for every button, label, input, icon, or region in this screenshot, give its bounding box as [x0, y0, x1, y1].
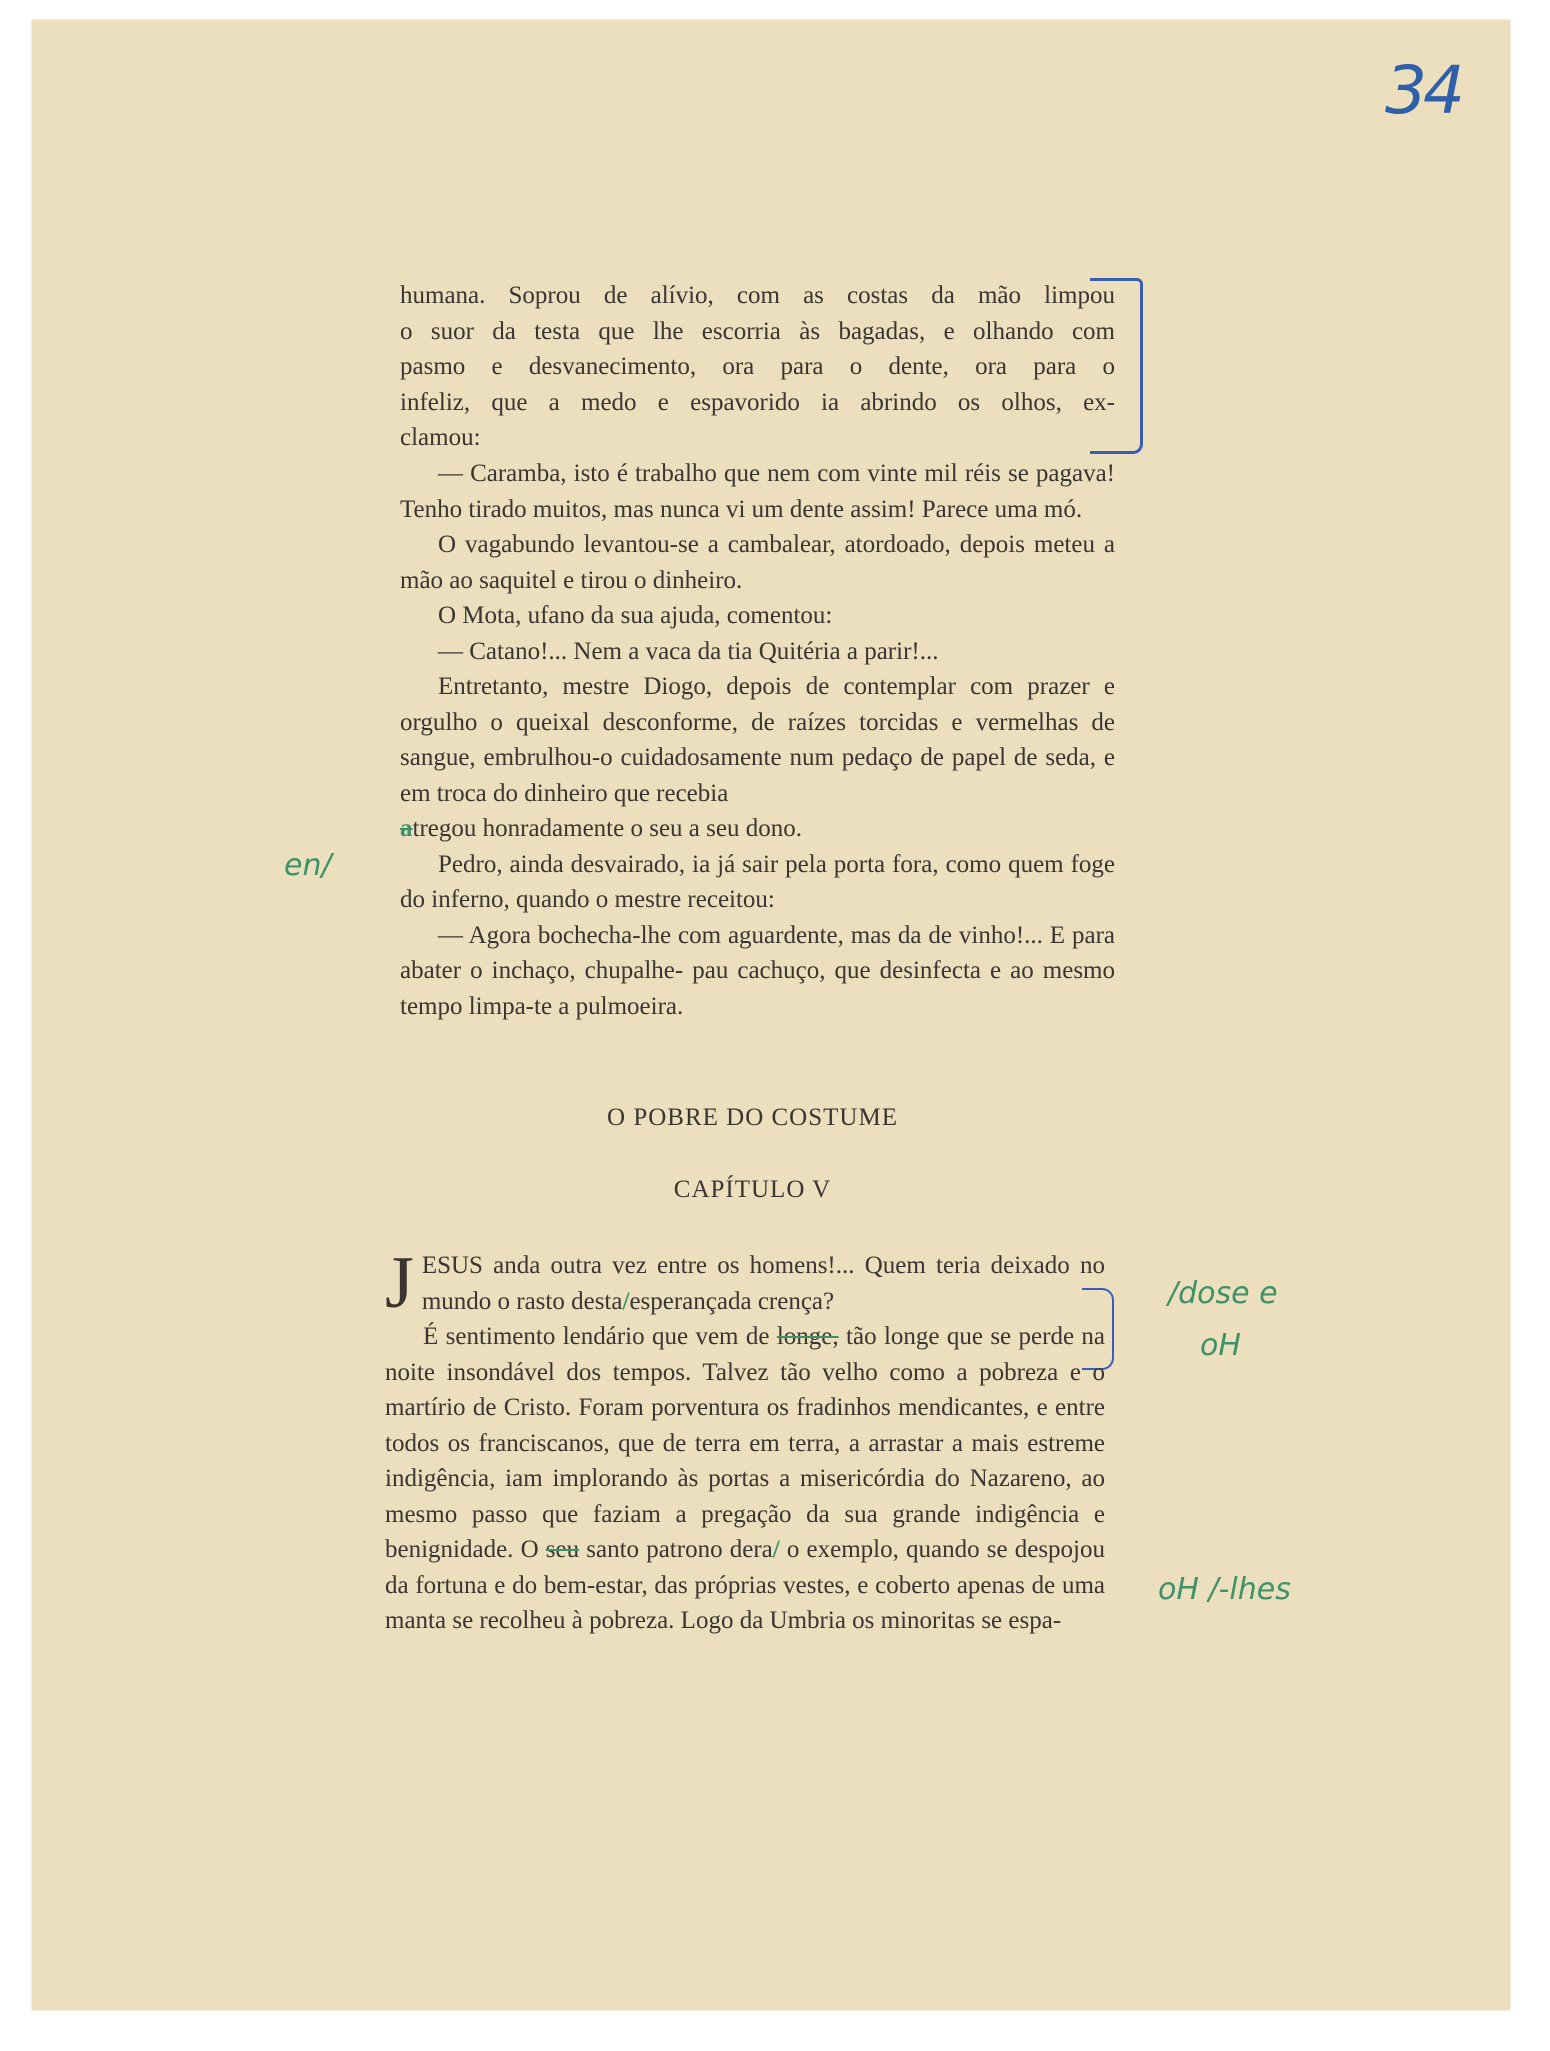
text-span: ESUS anda outra vez entre os homens!... Quem teria deixado no mundo o rasto desta — [421, 1252, 1105, 1315]
page-number: 34 — [1385, 52, 1461, 129]
paragraph: — Catano!... Nem a vaca da tia Quitéria a parir!... — [438, 637, 939, 665]
text-line: o suor da testa que lhe escorria às bagadas, e olhando com — [400, 317, 1115, 345]
paragraph: — Agora bochecha-lhe com aguardente, mas da de vinho!... E para abater o inchaço, chupalhe- pau cachuço, que desinfecta e ao mesmo tempo limpa-te a pulmoeira. — [400, 921, 1115, 1020]
chapter-paragraph-1 — [385, 1242, 1105, 1324]
drop-cap: J — [385, 1242, 414, 1324]
text-span: tão longe que se perde na noite insondável dos tempos. Talvez tão velho como a pobreza e o martírio de Cristo. Foram porventura os fradinhos mendicantes, e entre todos os franciscanos, que de terra em terra, a arrastar a mais estreme indigência, iam implorando às portas a misericórdia do Nazareno, ao mesmo passo que faziam a pregação da sua grande indigência e benignidade. O — [385, 1323, 1106, 1563]
insert-slash-mark: / — [772, 1536, 780, 1563]
chapter-paragraph-2 — [385, 1319, 1105, 1639]
text-line: clamou: — [400, 424, 481, 451]
section-title: O POBRE DO COSTUME — [607, 1104, 898, 1131]
text-line: infeliz, que a medo e espavorido ia abrindo os olhos, ex- — [400, 388, 1115, 416]
text-line: humana. Soprou de alívio, com as costas da mão limpou — [400, 282, 1115, 309]
margin-note-right-2: oH — [1200, 1328, 1241, 1363]
struck-word: longe, — [776, 1323, 839, 1350]
text-span: tregou honradamente o seu a seu dono. — [412, 815, 802, 842]
margin-note-left: en/ — [284, 848, 332, 883]
dialogue-block — [400, 456, 1115, 1024]
text-line: pasmo e desvanecimento, ora para o dente, ora para o — [400, 353, 1115, 380]
text-span: esperançada crença? — [629, 1287, 835, 1315]
margin-note-right-1: /dose e — [1168, 1276, 1278, 1311]
paragraph: — Caramba, isto é trabalho que nem com vinte mil réis se pagava! Tenho tirado muitos, mas nunca vi um dente assim! Parece uma mó. — [400, 460, 1115, 523]
struck-letter: a — [400, 815, 413, 842]
text-span: É sentimento lendário que vem de — [423, 1323, 770, 1350]
chapter-body — [385, 1242, 1106, 1639]
struck-word: seu — [545, 1536, 580, 1563]
text-span: o exemplo, quando se despojou da fortuna e do bem-estar, das próprias vestes, e coberto apenas de uma manta se recolheu à pobreza. Logo da Umbria os minoritas se espa- — [385, 1536, 1106, 1634]
margin-note-right-3: oH /-lhes — [1158, 1572, 1291, 1607]
paragraph: O Mota, ufano da sua ajuda, comentou: — [438, 602, 833, 629]
text-span: santo patrono dera — [586, 1536, 773, 1563]
paragraph-continuation — [400, 811, 1115, 847]
paragraph: Entretanto, mestre Diogo, depois de contemplar com prazer e orgulho o queixal desconforme, de raízes torcidas e vermelhas de sangue, embrulhou-o cuidadosamente num pedaço de papel de seda, e em troca do dinheiro que recebia — [400, 673, 1115, 807]
opening-paragraph — [400, 278, 1115, 456]
chapter-title: CAPÍTULO V — [673, 1176, 832, 1203]
paragraph: Pedro, ainda desvairado, ia já sair pela porta fora, como quem foge do inferno, quando o mestre receitou: — [400, 850, 1115, 913]
paragraph: O vagabundo levantou-se a cambalear, atordoado, depois meteu a mão ao saquitel e tirou o dinheiro. — [400, 531, 1115, 594]
insert-slash-mark: / — [622, 1287, 630, 1315]
